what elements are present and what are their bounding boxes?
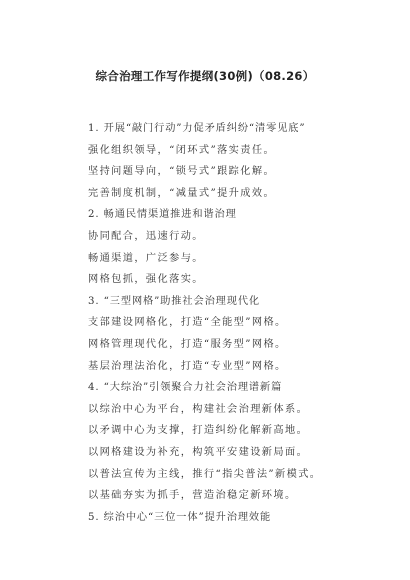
body-line: 畅通渠道，广泛参与。 [88, 252, 204, 264]
section-heading: 4. “大综治”引领聚合力社会治理谱新篇 [88, 382, 283, 394]
body-line: 强化组织领导，“闭环式”落实责任。 [88, 144, 276, 156]
section-heading: 2. 畅通民情渠道推进和谐治理 [88, 209, 237, 221]
body-line: 基层治理法治化，打造“专业型”网格。 [88, 360, 287, 372]
document-body [88, 118, 388, 528]
body-line: 协同配合，迅速行动。 [88, 230, 204, 242]
document-title: 综合治理工作写作提纲(30例)（08.26） [95, 69, 315, 83]
body-line: 网格包抓，强化落实。 [88, 274, 204, 286]
body-line: 完善制度机制，“减量式”提升成效。 [88, 187, 276, 199]
body-line: 支部建设网格化，打造“全能型”网格。 [88, 317, 287, 329]
body-line: 以基础夯实为抓手，营造治稳定新环境。 [88, 490, 297, 502]
body-line: 以矛调中心为支撑，打造纠纷化解新高地。 [88, 425, 309, 437]
section-heading: 5. 综治中心“三位一体”提升治理效能 [88, 511, 272, 523]
body-line: 以普法宣传为主线，推行“指尖普法”新模式。 [88, 468, 322, 480]
body-line: 以综治中心为平台，构建社会治理新体系。 [88, 403, 309, 415]
section-heading: 3. “三型网格”助推社会治理现代化 [88, 295, 261, 307]
body-line: 坚持问题导向，“锁号式”跟踪化解。 [88, 166, 276, 178]
body-line: 网格管理现代化，打造“服务型”网格。 [88, 338, 287, 350]
body-line: 以网格建设为补充，构筑平安建设新局面。 [88, 446, 309, 458]
section-heading: 1. 开展“敲门行动”力促矛盾纠纷“清零见底” [88, 123, 306, 134]
